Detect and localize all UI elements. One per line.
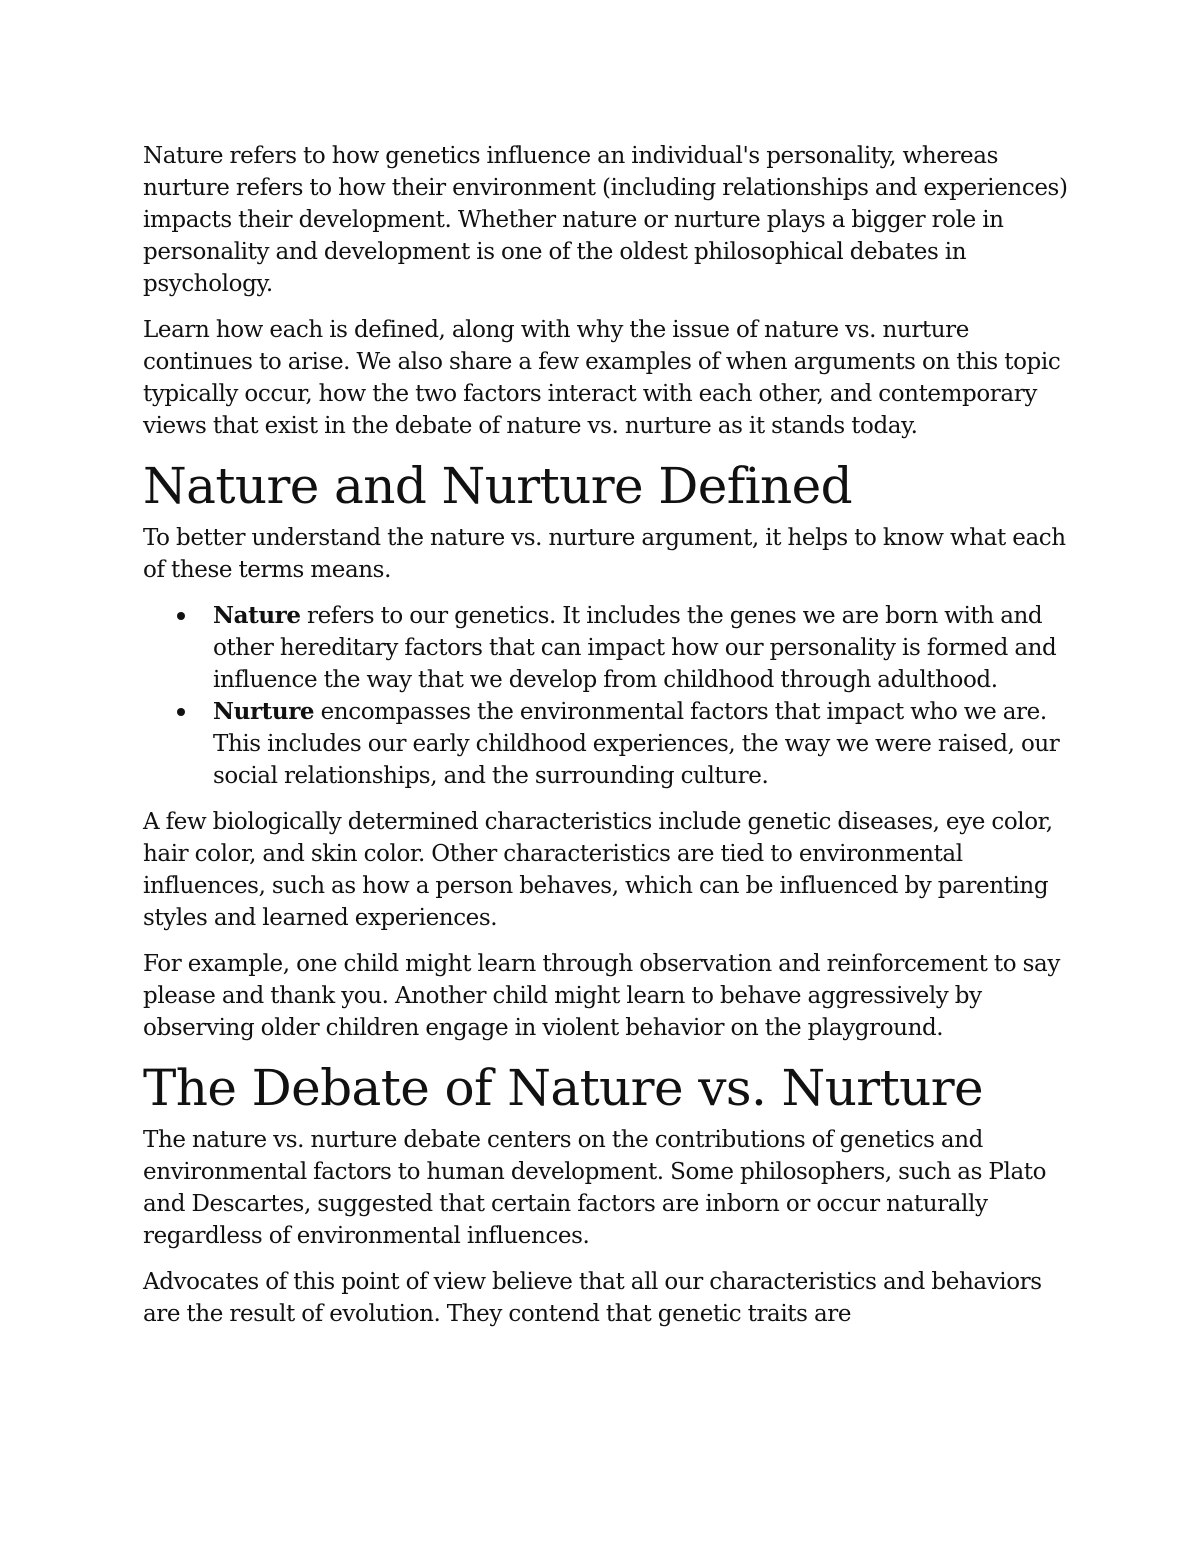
definition-nature: refers to our genetics. It includes the genes we are born with and other hereditary factors that can impact how our personality is formed and influence the way that we develop from childhood through adulthood. [213, 603, 1057, 693]
definition-list [143, 600, 1073, 792]
list-item-nurture [213, 696, 1073, 792]
intro-paragraph-1: Nature refers to how genetics influence an individual's personality, whereas nurture refers to how their environment (including relationships and experiences) impacts their development. Whether nature or nurture plays a bigger role in personality and development is one of the oldest philosophical debates in psychology. [143, 143, 1068, 297]
debate-paragraph-1: The nature vs. nurture debate centers on the contributions of genetics and environmental factors to human development. Some philosophers, such as Plato and Descartes, suggested that certain factors are inborn or occur naturally regardless of environmental influences. [143, 1127, 1047, 1249]
section-heading-defined: Nature and Nurture Defined [143, 457, 853, 515]
characteristics-paragraph: A few biologically determined characteristics include genetic diseases, eye color, hair color, and skin color. Other characteristics are tied to environmental influences, such as how a person behaves, which can be influenced by parenting styles and learned experiences. [143, 809, 1053, 931]
definition-nurture: encompasses the environmental factors that impact who we are. This includes our early childhood experiences, the way we were raised, our social relationships, and the surrounding culture. [213, 699, 1060, 789]
section-heading-debate: The Debate of Nature vs. Nurture [143, 1059, 983, 1117]
bullet-icon [177, 708, 185, 716]
term-nature: Nature [213, 602, 301, 629]
example-paragraph: For example, one child might learn through observation and reinforcement to say please and thank you. Another child might learn to behave aggressively by observing older children engage in violent behavior on the playground. [143, 951, 1060, 1041]
list-item-nature [213, 600, 1073, 696]
bullet-icon [177, 612, 185, 620]
term-nurture: Nurture [213, 698, 315, 725]
defined-intro-paragraph: To better understand the nature vs. nurture argument, it helps to know what each of these terms means. [143, 525, 1066, 583]
intro-paragraph-2: Learn how each is defined, along with why the issue of nature vs. nurture continues to arise. We also share a few examples of when arguments on this topic typically occur, how the two factors interact with each other, and contemporary views that exist in the debate of nature vs. nurture as it stands today. [143, 317, 1061, 439]
document-page [143, 140, 1073, 1344]
debate-paragraph-2: Advocates of this point of view believe that all our characteristics and behaviors are the result of evolution. They contend that genetic traits are [143, 1269, 1042, 1327]
